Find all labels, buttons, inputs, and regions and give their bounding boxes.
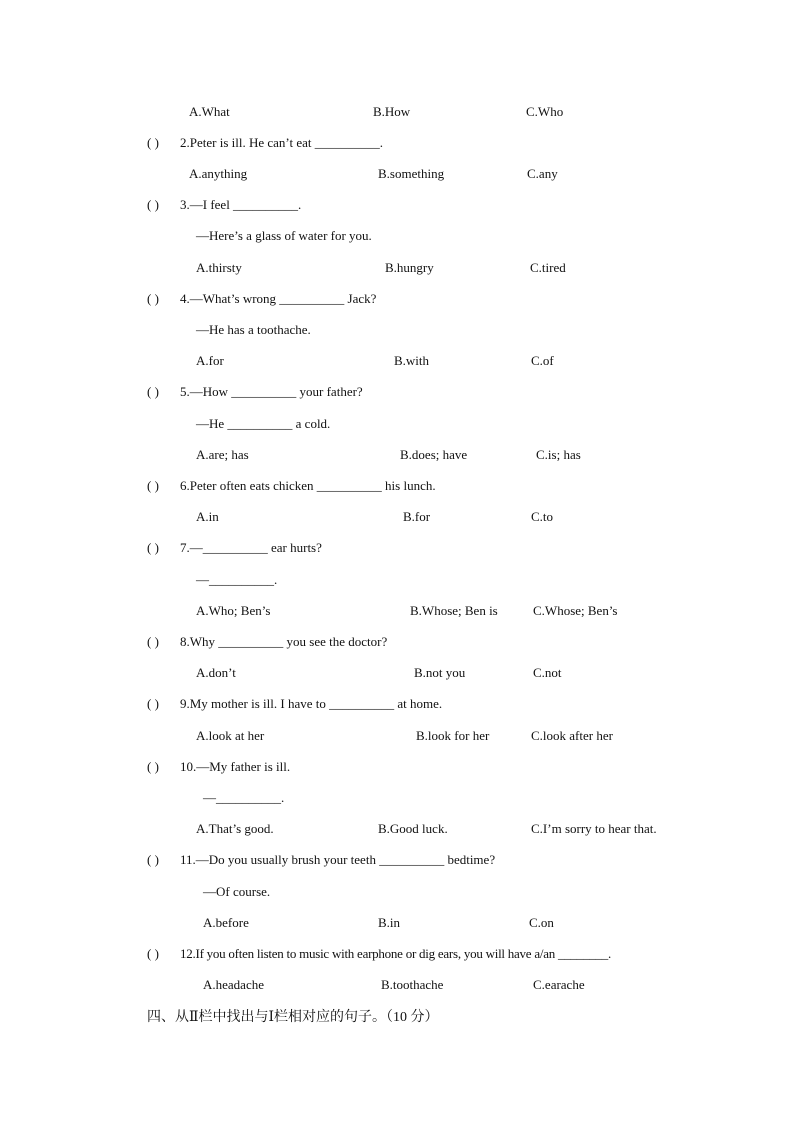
dialogue-reply: —Of course. xyxy=(203,884,271,899)
option-a: A.are; has xyxy=(196,447,249,462)
option-b: B.for xyxy=(403,509,431,524)
question-7-options xyxy=(0,601,794,621)
option-a: A.don’t xyxy=(196,665,236,680)
option-b: B.hungry xyxy=(385,260,434,275)
question-9-stem xyxy=(0,694,794,714)
dialogue-reply: —__________. xyxy=(203,790,285,805)
question-8-options xyxy=(0,663,794,683)
question-text: 5.—How __________ your father? xyxy=(180,384,363,399)
question-text: 10.—My father is ill. xyxy=(180,759,291,774)
question-10-options xyxy=(0,819,794,839)
question-text: 9.My mother is ill. I have to __________ at home. xyxy=(180,696,443,711)
question-4-options xyxy=(0,351,794,371)
option-c: C.to xyxy=(531,509,554,524)
answer-blank[interactable]: ( ) xyxy=(147,759,159,774)
question-text: 12.If you often listen to music with earphone or dig ears, you will have a/an ________. xyxy=(180,946,611,961)
option-a: A.headache xyxy=(203,977,264,992)
option-a: A.Who; Ben’s xyxy=(196,603,271,618)
option-b: B.Whose; Ben is xyxy=(410,603,498,618)
question-10-stem xyxy=(0,757,794,777)
option-a: A.anything xyxy=(189,166,248,181)
option-c: C.Whose; Ben’s xyxy=(533,603,618,618)
question-3-options xyxy=(0,258,794,278)
question-text: 8.Why __________ you see the doctor? xyxy=(180,634,388,649)
question-2-options xyxy=(0,164,794,184)
option-b: B.does; have xyxy=(400,447,468,462)
answer-blank[interactable]: ( ) xyxy=(147,135,159,150)
question-11-options xyxy=(0,913,794,933)
question-3-reply xyxy=(0,226,794,246)
question-11-stem xyxy=(0,850,794,870)
question-9-options xyxy=(0,726,794,746)
answer-blank[interactable]: ( ) xyxy=(147,384,159,399)
question-12-stem xyxy=(0,944,794,964)
answer-blank[interactable]: ( ) xyxy=(147,852,159,867)
question-5-reply xyxy=(0,414,794,434)
question-text: 3.—I feel __________. xyxy=(180,197,302,212)
option-c: C.earache xyxy=(533,977,585,992)
option-a: A.look at her xyxy=(196,728,265,743)
option-b: B.in xyxy=(378,915,401,930)
question-text: 7.—__________ ear hurts? xyxy=(180,540,322,555)
option-b: B.toothache xyxy=(381,977,444,992)
section-heading-text: 四、从Ⅱ栏中找出与Ⅰ栏相对应的句子。（10 分） xyxy=(147,1010,439,1025)
option-b: B.not you xyxy=(414,665,466,680)
question-4-reply xyxy=(0,320,794,340)
option-b: B.How xyxy=(373,104,411,119)
question-7-reply xyxy=(0,570,794,590)
question-12-options xyxy=(0,975,794,995)
option-c: C.not xyxy=(533,665,562,680)
question-text: 2.Peter is ill. He can’t eat __________. xyxy=(180,135,384,150)
option-a: A.for xyxy=(196,353,224,368)
option-c: C.of xyxy=(531,353,554,368)
question-7-stem xyxy=(0,538,794,558)
option-a: A.thirsty xyxy=(196,260,242,275)
option-b: B.something xyxy=(378,166,445,181)
option-c: C.tired xyxy=(530,260,566,275)
question-11-reply xyxy=(0,882,794,902)
question-text: 4.—What’s wrong __________ Jack? xyxy=(180,291,377,306)
dialogue-reply: —__________. xyxy=(196,572,278,587)
dialogue-reply: —He __________ a cold. xyxy=(196,416,331,431)
question-3-stem xyxy=(0,195,794,215)
option-a: A.before xyxy=(203,915,249,930)
question-text: 6.Peter often eats chicken __________ his lunch. xyxy=(180,478,436,493)
question-1-options xyxy=(0,102,794,122)
answer-blank[interactable]: ( ) xyxy=(147,634,159,649)
question-8-stem xyxy=(0,632,794,652)
dialogue-reply: —Here’s a glass of water for you. xyxy=(196,228,372,243)
option-a: A.That’s good. xyxy=(196,821,274,836)
dialogue-reply: —He has a toothache. xyxy=(196,322,311,337)
question-6-options xyxy=(0,507,794,527)
question-2-stem xyxy=(0,133,794,153)
answer-blank[interactable]: ( ) xyxy=(147,291,159,306)
question-4-stem xyxy=(0,289,794,309)
question-6-stem xyxy=(0,476,794,496)
question-5-options xyxy=(0,445,794,465)
option-b: B.Good luck. xyxy=(378,821,448,836)
option-a: A.in xyxy=(196,509,219,524)
answer-blank[interactable]: ( ) xyxy=(147,540,159,555)
answer-blank[interactable]: ( ) xyxy=(147,946,159,961)
answer-blank[interactable]: ( ) xyxy=(147,197,159,212)
option-a: A.What xyxy=(189,104,230,119)
option-c: C.I’m sorry to hear that. xyxy=(531,821,657,836)
option-c: C.look after her xyxy=(531,728,613,743)
option-c: C.on xyxy=(529,915,554,930)
option-b: B.look for her xyxy=(416,728,490,743)
question-10-reply xyxy=(0,788,794,808)
question-text: 11.—Do you usually brush your teeth __________ bedtime? xyxy=(180,852,496,867)
option-c: C.Who xyxy=(526,104,564,119)
section-four-heading xyxy=(0,1008,794,1028)
answer-blank[interactable]: ( ) xyxy=(147,696,159,711)
answer-blank[interactable]: ( ) xyxy=(147,478,159,493)
option-b: B.with xyxy=(394,353,430,368)
option-c: C.is; has xyxy=(536,447,581,462)
option-c: C.any xyxy=(527,166,558,181)
question-5-stem xyxy=(0,382,794,402)
